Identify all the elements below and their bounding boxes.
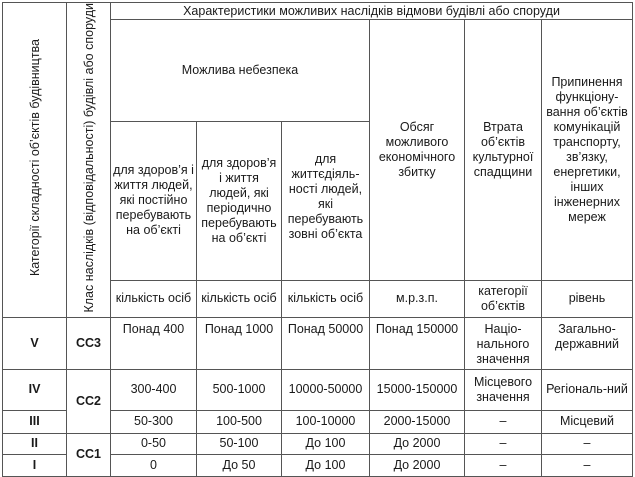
unit-level: рівень <box>542 280 633 317</box>
value-cell: 10000-50000 <box>282 369 370 410</box>
class-cell: СС1 <box>67 433 111 476</box>
infrastructure-header: Припинення функціону-вання об’єктів комунікацій транспорту, зв’язку, енергетики, інших інженерних мереж <box>542 20 633 281</box>
value-cell: 0 <box>111 454 197 476</box>
category-cell: I <box>3 454 67 476</box>
value-cell: – <box>542 454 633 476</box>
value-cell: Регіональ-ний <box>542 369 633 410</box>
class-cell: СС2 <box>67 369 111 433</box>
value-cell: 100-500 <box>197 410 282 433</box>
value-cell: Понад 400 <box>111 317 197 369</box>
value-cell: Понад 150000 <box>370 317 465 369</box>
value-cell: – <box>465 454 542 476</box>
category-cell: V <box>3 317 67 369</box>
value-cell: До 100 <box>282 454 370 476</box>
unit-objects: категорії об’єктів <box>465 280 542 317</box>
table-row <box>3 317 633 369</box>
value-cell: Місцевого значення <box>465 369 542 410</box>
value-cell: До 2000 <box>370 454 465 476</box>
value-cell: Понад 50000 <box>282 317 370 369</box>
health-constant-header: для здоров’я і життя людей, які постійно перебувають на об’єкті <box>111 121 197 280</box>
class-cell: СС3 <box>67 317 111 369</box>
value-cell: 500-1000 <box>197 369 282 410</box>
value-cell: До 2000 <box>370 433 465 454</box>
value-cell: Понад 1000 <box>197 317 282 369</box>
category-column-header: Категорії складності об’єктів будівництва <box>3 3 67 318</box>
value-cell: 50-100 <box>197 433 282 454</box>
value-cell: 50-300 <box>111 410 197 433</box>
value-cell: 15000-150000 <box>370 369 465 410</box>
category-cell: IV <box>3 369 67 410</box>
value-cell: До 100 <box>282 433 370 454</box>
economic-loss-header: Обсяг можливого економічного збитку <box>370 20 465 281</box>
characteristics-header: Характеристики можливих наслідків відмови будівлі або споруди <box>111 3 633 20</box>
class-column-header: Клас наслідків (відповідальності) будівлі або споруди <box>67 3 111 318</box>
value-cell: 0-50 <box>111 433 197 454</box>
table-row <box>3 369 633 410</box>
value-cell: Загально-державний <box>542 317 633 369</box>
unit-people-1: кількість осіб <box>111 280 197 317</box>
value-cell: Націо-нального значення <box>465 317 542 369</box>
value-cell: Місцевий <box>542 410 633 433</box>
value-cell: 2000-15000 <box>370 410 465 433</box>
health-outside-header: для життєдіяль-ності людей, які перебувають зовні об’єкта <box>282 121 370 280</box>
table-row <box>3 433 633 454</box>
value-cell: – <box>542 433 633 454</box>
cultural-loss-header: Втрата об’єктів культурної спадщини <box>465 20 542 281</box>
possible-danger-header: Можлива небезпека <box>111 20 370 122</box>
value-cell: – <box>465 410 542 433</box>
unit-people-3: кількість осіб <box>282 280 370 317</box>
health-periodic-header: для здоров’я і життя людей, які періодично перебувають на об’єкті <box>197 121 282 280</box>
value-cell: До 50 <box>197 454 282 476</box>
category-cell: II <box>3 433 67 454</box>
consequences-table <box>2 2 633 477</box>
value-cell: – <box>465 433 542 454</box>
unit-money: м.р.з.п. <box>370 280 465 317</box>
value-cell: 100-10000 <box>282 410 370 433</box>
category-cell: III <box>3 410 67 433</box>
unit-people-2: кількість осіб <box>197 280 282 317</box>
value-cell: 300-400 <box>111 369 197 410</box>
